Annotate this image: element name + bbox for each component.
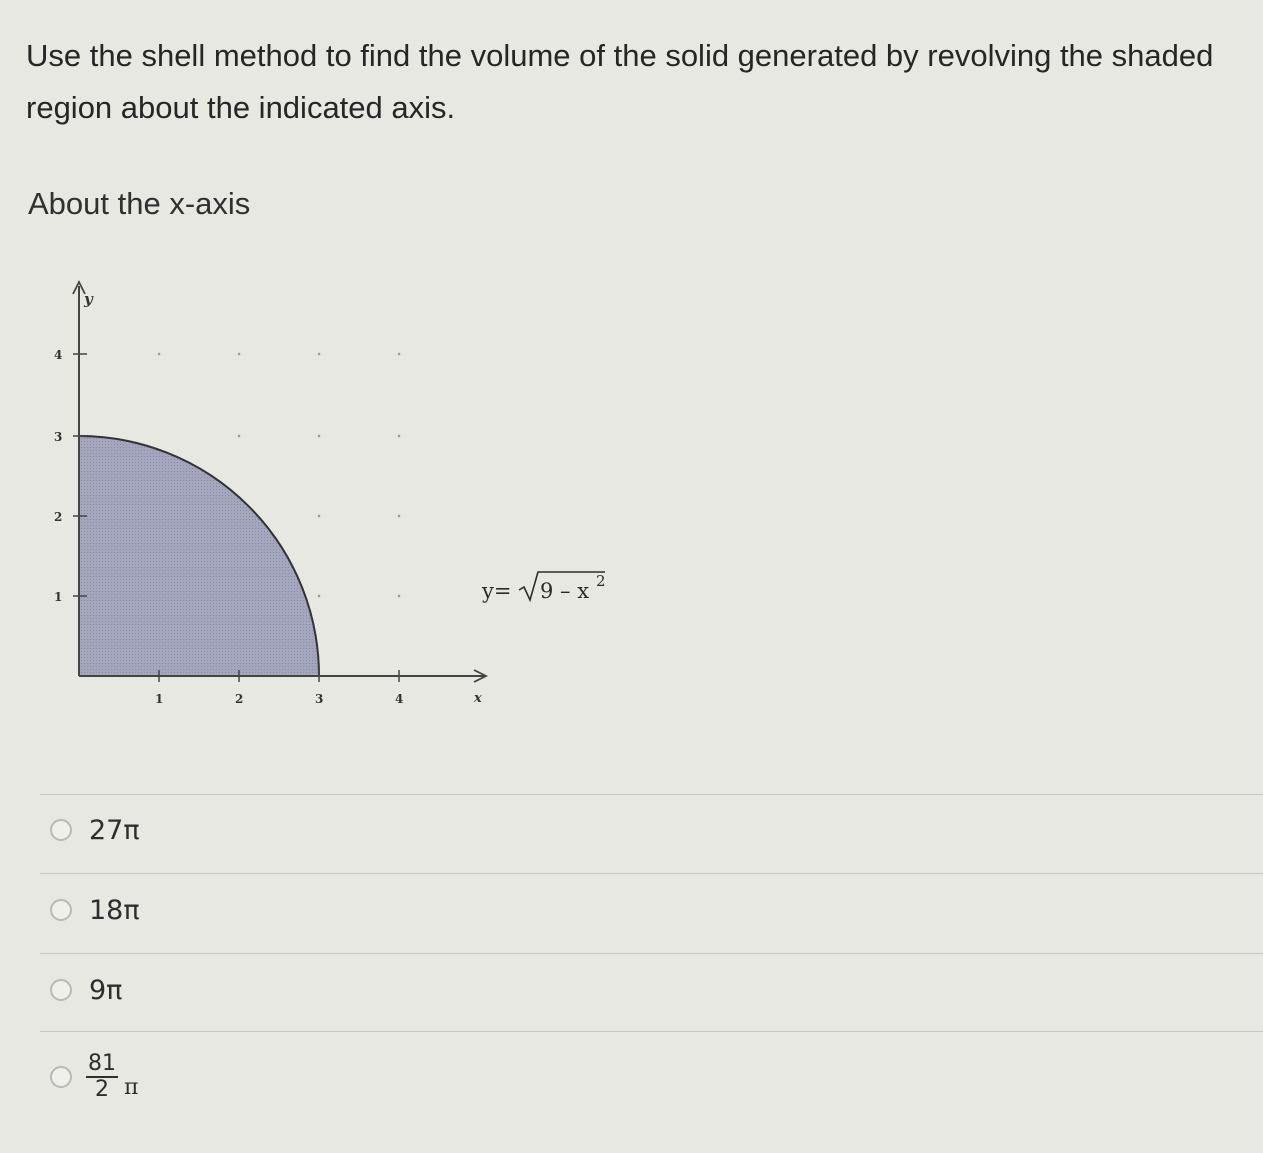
radio-button[interactable] xyxy=(50,979,72,1001)
y-axis-label: y xyxy=(84,290,93,308)
equation-lhs: y= xyxy=(482,579,512,603)
shaded-region-graph xyxy=(0,0,700,740)
fraction-denominator: 2 xyxy=(95,1077,109,1102)
x-tick-label-4: 4 xyxy=(395,692,404,706)
radio-button[interactable] xyxy=(50,899,72,921)
fraction xyxy=(86,1052,118,1102)
choice-label: 9π xyxy=(89,974,123,1006)
choice-label: 18π xyxy=(89,894,140,926)
divider xyxy=(40,1031,1263,1032)
choice-label: 27π xyxy=(89,814,140,846)
divider xyxy=(40,873,1263,874)
x-tick-label-1: 1 xyxy=(155,692,164,706)
radio-button[interactable] xyxy=(50,1066,72,1088)
axis-of-revolution-label: About the x-axis xyxy=(28,186,251,221)
curve-equation xyxy=(481,572,606,603)
pi-symbol: π xyxy=(124,1074,139,1100)
shaded-region xyxy=(79,436,319,676)
x-axis-label: x xyxy=(474,691,482,706)
question-line-2: region about the indicated axis. xyxy=(26,90,456,125)
choice-1[interactable] xyxy=(50,810,450,850)
choice-3[interactable] xyxy=(50,970,450,1010)
fraction-numerator: 81 xyxy=(88,1051,116,1076)
equation-exponent: 2 xyxy=(596,572,606,590)
x-tick-label-2: 2 xyxy=(235,692,244,706)
y-tick-label-1: 1 xyxy=(54,590,63,604)
divider xyxy=(40,953,1263,954)
question-line-1: Use the shell method to find the volume of the solid generated by revolving the shaded xyxy=(26,38,1214,73)
y-tick-label-3: 3 xyxy=(54,430,63,444)
choice-2[interactable] xyxy=(50,890,450,930)
equation-radicand: 9 – x xyxy=(540,579,590,603)
divider-top xyxy=(40,794,1263,795)
y-tick-label-2: 2 xyxy=(54,510,63,524)
choice-4[interactable] xyxy=(50,1045,450,1109)
x-tick-label-3: 3 xyxy=(315,692,324,706)
y-tick-label-4: 4 xyxy=(54,348,63,362)
radio-button[interactable] xyxy=(50,819,72,841)
